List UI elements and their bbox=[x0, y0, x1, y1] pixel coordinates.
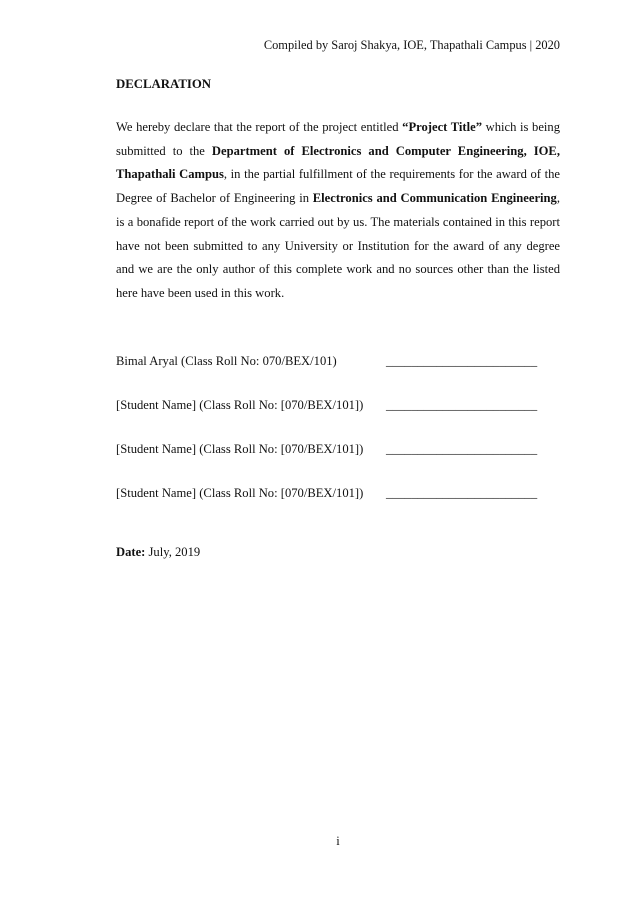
date-line bbox=[116, 545, 200, 560]
signatory-row bbox=[116, 398, 546, 418]
signature-line: ________________________ bbox=[386, 354, 538, 368]
paragraph-text-1: We hereby declare that the report of the project entitled bbox=[116, 120, 403, 134]
declaration-paragraph bbox=[116, 116, 560, 306]
signatory-row bbox=[116, 442, 546, 462]
department-name: Department of Electronics and Computer Engineering, IOE, Thapathali Campus bbox=[116, 143, 560, 182]
page-number: i bbox=[336, 834, 340, 848]
signatory-name: [Student Name] (Class Roll No: [070/BEX/101]) bbox=[116, 442, 364, 456]
signatory-row bbox=[116, 354, 546, 374]
program-name: Electronics and Communication Engineering bbox=[312, 191, 557, 206]
signature-line: ________________________ bbox=[386, 486, 538, 500]
signatory-name: [Student Name] (Class Roll No: [070/BEX/101]) bbox=[116, 398, 364, 412]
project-title: “Project Title” bbox=[402, 120, 483, 134]
signatory-name: Bimal Aryal (Class Roll No: 070/BEX/101) bbox=[116, 354, 337, 368]
paragraph-text-2: which is being submitted to the bbox=[116, 120, 561, 158]
declaration-heading: DECLARATION bbox=[116, 77, 212, 91]
signatory-row bbox=[116, 486, 546, 506]
page-header: Compiled by Saroj Shakya, IOE, Thapathali Campus | 2020 bbox=[263, 38, 560, 52]
paragraph-text-4: , is a bonafide report of the work carried out by us. The materials contained in this report have not been submitted to any University or Institution for the award of any degree and we are the only author of this complete work and no sources other than the listed here have been used in this work. bbox=[116, 191, 560, 300]
signature-line: ________________________ bbox=[386, 398, 538, 412]
signatory-name: [Student Name] (Class Roll No: [070/BEX/101]) bbox=[116, 486, 364, 500]
date-label: Date: bbox=[116, 545, 146, 559]
signature-line: ________________________ bbox=[386, 442, 538, 456]
date-value: July, 2019 bbox=[145, 545, 201, 559]
paragraph-text-3: , in the partial fulfillment of the requirements for the award of the Degree of Bachelor of Engineering in bbox=[116, 167, 560, 206]
